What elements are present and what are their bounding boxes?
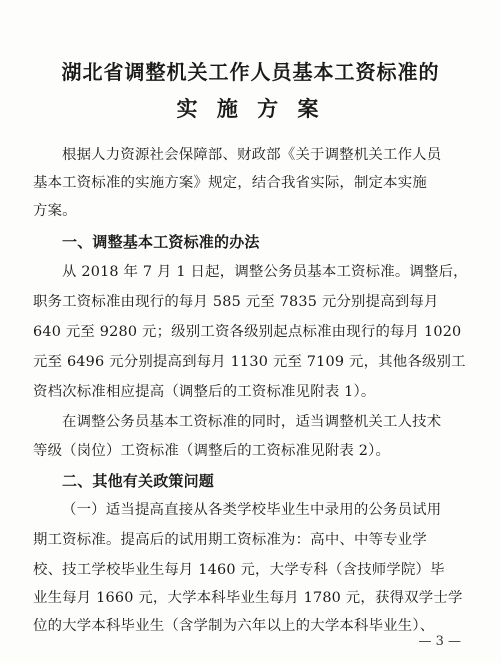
paragraph-line: 从 2018 年 7 月 1 日起，调整公务员基本工资标准。调整后， [62,264,468,280]
paragraph-line: 校、技工学校毕业生每月 1460 元，大学专科（含技师学院）毕 [33,562,445,578]
paragraph-line: 方案。 [33,203,77,219]
paragraph-line: 在调整公务员基本工资标准的同时，适当调整机关工人技术 [62,414,442,430]
paragraph-line: 基本工资标准的实施方案》规定，结合我省实际，制定本实施 [33,175,427,191]
paragraph-line: 根据人力资源社会保障部、财政部《关于调整机关工作人员 [62,147,442,163]
paragraph-line: 期工资标准。提高后的试用期工资标准为：高中、中等专业学 [33,532,427,548]
paragraph-line: 资档次标准相应提高（调整后的工资标准见附表 1）。 [33,384,376,400]
page-number: — 3 — [418,634,461,649]
section-heading: 一、调整基本工资标准的办法 [62,233,260,251]
paragraph-line: 640 元至 9280 元；级别工资各级别起点标准由现行的每月 1020 [33,324,462,340]
paragraph-line: 职务工资标准由现行的每月 585 元至 7835 元分别提高到每月 [33,294,439,310]
paragraph-line: 业生每月 1660 元，大学本科毕业生每月 1780 元，获得双学士学 [33,590,463,606]
paragraph-line: 位的大学本科毕业生（含学制为六年以上的大学本科毕业生）、 [33,618,435,634]
paragraph-line: 等级（岗位）工资标准（调整后的工资标准见附表 2）。 [33,443,391,459]
document-title: 湖北省调整机关工作人员基本工资标准的 [61,60,440,84]
document-subtitle: 实 施 方 案 [176,96,325,121]
paragraph-line: （一）适当提高直接从各类学校毕业生中录用的公务员试用 [62,502,442,518]
paragraph-line: 元至 6496 元分别提高到每月 1130 元至 7109 元，其他各级别工 [33,354,466,370]
section-heading: 二、其他有关政策问题 [62,472,215,490]
